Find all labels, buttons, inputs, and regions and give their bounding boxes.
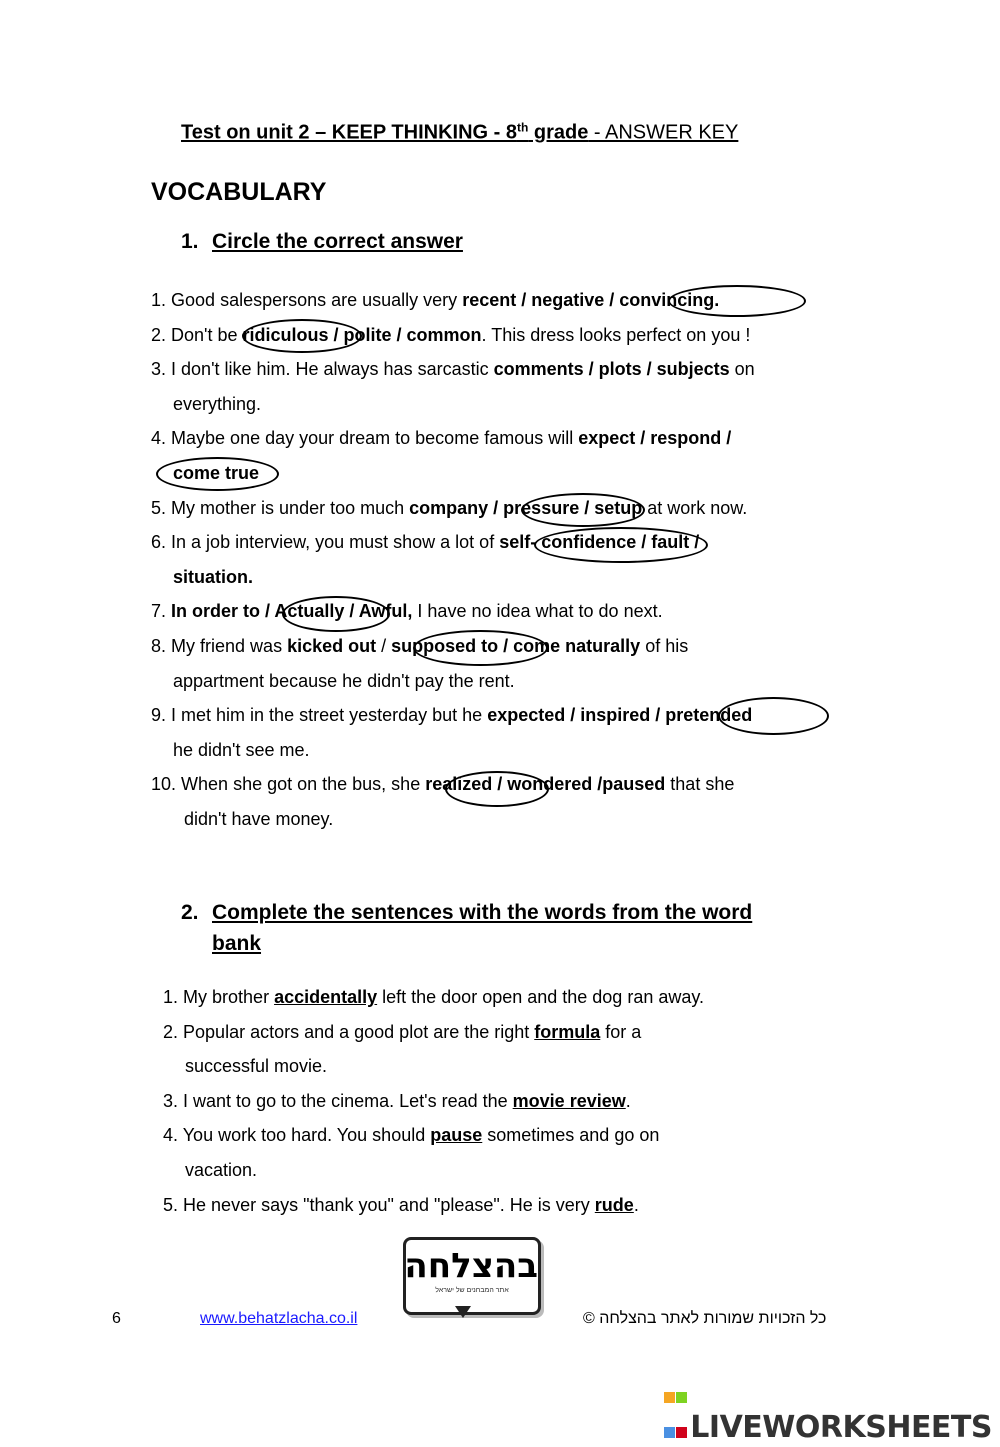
list-item: 1. Good salespersons are usually very recent / negative / convincing. <box>151 290 720 310</box>
part2-heading: 2. Complete the sentences with the words from the word bank <box>181 901 753 955</box>
list-item: 4. Maybe one day your dream to become famous will expect / respond / <box>151 428 732 449</box>
list-item-continued: situation. <box>173 566 253 587</box>
list-item: 3. I don't like him. He always has sarcastic comments / plots / subjects on <box>151 359 755 380</box>
list-item: 7. In order to / Actually / Awful, I have no idea what to do next. <box>151 601 663 622</box>
list-item: 8. My friend was kicked out / supposed to / come naturally of his <box>151 635 689 656</box>
list-item: 5. My mother is under too much company / pressure / setup at work now. <box>151 497 748 518</box>
answer-circle <box>668 285 806 317</box>
circled-answer: pretended <box>665 705 753 726</box>
part1-heading: 1. Circle the correct answer <box>181 230 463 253</box>
list-item: 4. You work too hard. You should pause sometimes and go on <box>163 1125 660 1146</box>
answer-circle <box>282 596 390 632</box>
circled-answer: convincing. <box>619 290 720 310</box>
circled-answer: self- confidence <box>499 532 637 553</box>
list-item: 1. My brother accidentally left the door open and the dog ran away. <box>163 987 705 1007</box>
circled-answer: realized <box>425 774 493 795</box>
list-item: 9. I met him in the street yesterday but he expected / inspired / pretended <box>151 705 753 726</box>
list-item: 2. Popular actors and a good plot are the right formula for a <box>163 1021 642 1042</box>
circled-answer: pressure <box>503 497 580 518</box>
list-item-continued: appartment because he didn't pay the rent. <box>173 670 515 691</box>
page-title: Test on unit 2 – KEEP THINKING - 8th grade - ANSWER KEY <box>181 120 739 144</box>
answer-circle <box>521 493 645 527</box>
list-item: 3. I want to go to the cinema. Let's read the movie review. <box>163 1090 631 1111</box>
list-item: 2. Don't be ridiculous / polite / common. This dress looks perfect on you ! <box>151 324 751 345</box>
list-item: 5. He never says "thank you" and "please". He is very rude. <box>163 1194 639 1215</box>
behatzlacha-logo: בהצלחה אתר המבחנים של ישראל <box>403 1237 541 1315</box>
list-item-continued: vacation. <box>185 1159 258 1180</box>
answer-circle <box>445 771 549 807</box>
answer-circle <box>718 697 829 735</box>
list-item-continued: he didn't see me. <box>173 739 310 760</box>
answer-circle <box>534 527 708 563</box>
circled-answer: ridiculous <box>242 324 329 345</box>
list-item: 10. When she got on the bus, she realized / wondered /paused that she <box>151 774 735 795</box>
copyright: כל הזכויות שמורות לאתר בהצלחה © <box>583 1310 827 1327</box>
answer-circle <box>413 630 548 666</box>
liveworksheets-icon <box>664 1377 688 1401</box>
circled-answer: Actually <box>274 601 345 622</box>
liveworksheets-brand: LIVEWORKSHEETS <box>664 1377 992 1445</box>
section-heading: VOCABULARY <box>151 178 327 206</box>
list-item-continued: successful movie. <box>185 1056 328 1077</box>
site-link[interactable]: www.behatzlacha.co.il <box>200 1310 358 1327</box>
answer-circle <box>156 457 279 491</box>
logo-speech-tail <box>455 1306 471 1318</box>
list-item: 6. In a job interview, you must show a lot of self- confidence / fault / <box>151 532 700 553</box>
list-item-continued: everything. <box>173 393 262 414</box>
circled-answer: supposed to <box>391 635 499 656</box>
answer-circle <box>242 319 362 353</box>
part2-list <box>163 980 704 1222</box>
list-item-continued: didn't have money. <box>184 808 334 829</box>
page-number: 6 <box>112 1310 121 1327</box>
circled-answer: come true <box>173 462 260 483</box>
